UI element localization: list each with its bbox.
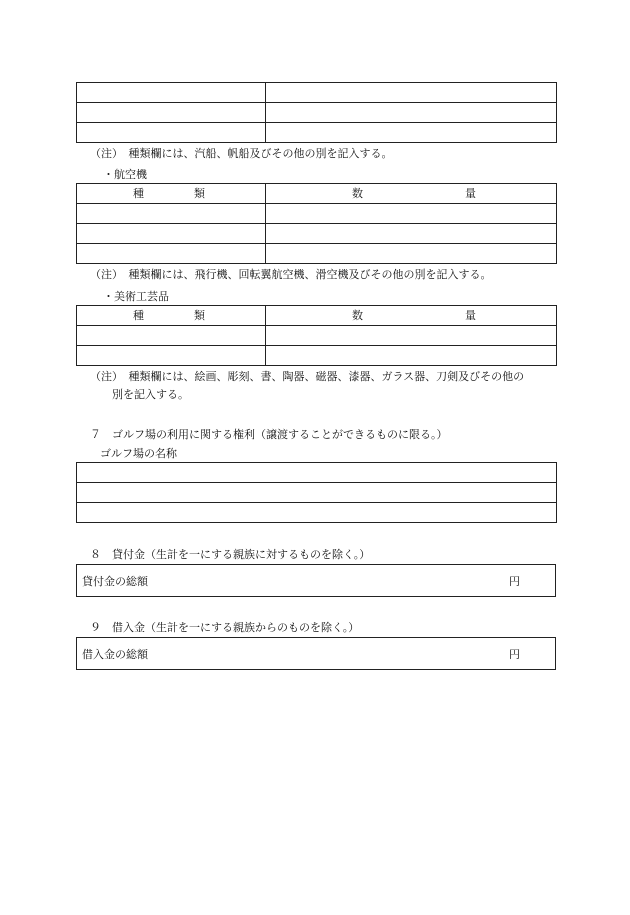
- quantity-header: [266, 306, 557, 326]
- table-row: [77, 346, 557, 366]
- type-header-char-1: 種: [133, 309, 144, 322]
- yen-unit: 円: [509, 648, 520, 661]
- art-table: [76, 305, 557, 366]
- table-row: [77, 503, 557, 523]
- quantity-header-char-2: 量: [465, 309, 476, 322]
- type-cell[interactable]: [77, 103, 266, 123]
- type-cell[interactable]: [77, 326, 266, 346]
- table-row: [77, 83, 557, 103]
- golf-label: ゴルフ場の名称: [100, 447, 177, 460]
- quantity-cell[interactable]: [266, 326, 557, 346]
- table-row: [77, 123, 557, 143]
- art-note-line-2: 別を記入する。: [112, 388, 189, 401]
- borrowings-total-label: 借入金の総額: [82, 648, 148, 661]
- type-cell[interactable]: [77, 224, 266, 244]
- type-header-char-2: 類: [194, 309, 205, 322]
- type-cell[interactable]: [77, 83, 266, 103]
- type-header: [77, 184, 266, 204]
- table-row: [77, 103, 557, 123]
- loans-heading: ８ 貸付金（生計を一にする親族に対するものを除く。）: [90, 548, 371, 561]
- type-header: [77, 306, 266, 326]
- quantity-header-char-1: 数: [352, 187, 363, 200]
- borrowings-heading: ９ 借入金（生計を一にする親族からのものを除く。）: [90, 621, 360, 634]
- quantity-cell[interactable]: [266, 204, 557, 224]
- type-cell[interactable]: [77, 123, 266, 143]
- quantity-header: [266, 184, 557, 204]
- table-header-row: [77, 306, 557, 326]
- table-row: [77, 204, 557, 224]
- table-row: [77, 326, 557, 346]
- aircraft-title: ・航空機: [103, 168, 147, 181]
- table-row: [77, 244, 557, 264]
- quantity-header-char-2: 量: [465, 187, 476, 200]
- type-cell[interactable]: [77, 244, 266, 264]
- golf-name-cell[interactable]: [77, 503, 557, 523]
- art-note-line-1: （注） 種類欄には、絵画、彫刻、書、陶器、磁器、漆器、ガラス器、刀剣及びその他の: [90, 370, 525, 383]
- borrowings-box[interactable]: [76, 637, 556, 670]
- quantity-cell[interactable]: [266, 103, 557, 123]
- type-cell[interactable]: [77, 346, 266, 366]
- table-row: [77, 483, 557, 503]
- golf-name-cell[interactable]: [77, 463, 557, 483]
- table-row: [77, 224, 557, 244]
- loans-total-label: 貸付金の総額: [82, 575, 148, 588]
- golf-heading: ７ ゴルフ場の利用に関する権利（譲渡することができるものに限る。）: [90, 428, 448, 441]
- golf-name-cell[interactable]: [77, 483, 557, 503]
- quantity-cell[interactable]: [266, 346, 557, 366]
- type-header-char-1: 種: [133, 187, 144, 200]
- yen-unit: 円: [509, 575, 520, 588]
- quantity-cell[interactable]: [266, 224, 557, 244]
- table-header-row: [77, 184, 557, 204]
- quantity-cell[interactable]: [266, 123, 557, 143]
- quantity-header-char-1: 数: [352, 309, 363, 322]
- aircraft-table: [76, 183, 557, 264]
- aircraft-note: （注） 種類欄には、飛行機、回転翼航空機、滑空機及びその他の別を記入する。: [90, 268, 492, 281]
- ships-note: （注） 種類欄には、汽船、帆船及びその他の別を記入する。: [90, 147, 393, 160]
- loans-box[interactable]: [76, 564, 556, 597]
- type-header-char-2: 類: [194, 187, 205, 200]
- ships-table: [76, 82, 557, 143]
- art-title: ・美術工芸品: [103, 290, 169, 303]
- table-row: [77, 463, 557, 483]
- quantity-cell[interactable]: [266, 244, 557, 264]
- quantity-cell[interactable]: [266, 83, 557, 103]
- type-cell[interactable]: [77, 204, 266, 224]
- golf-table: [76, 462, 557, 523]
